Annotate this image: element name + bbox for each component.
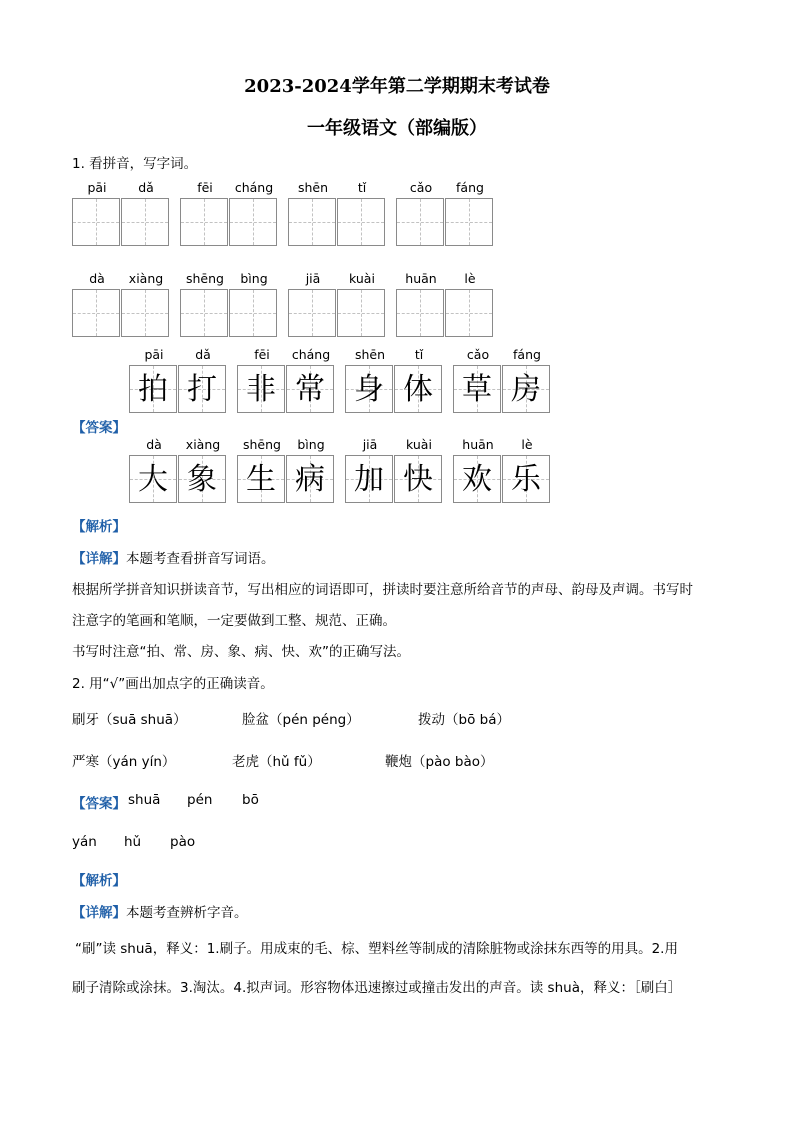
- pinyin-label: dà: [146, 437, 162, 452]
- pinyin-label: kuài: [349, 271, 375, 286]
- pinyin-label: cháng: [291, 347, 331, 362]
- tianzige-box[interactable]: [229, 198, 277, 246]
- tianzige-box[interactable]: [72, 198, 120, 246]
- q2-answer: shuā: [128, 792, 161, 808]
- pinyin-label: shēn: [354, 347, 386, 362]
- tianzige-box[interactable]: [337, 198, 385, 246]
- pinyin-label: cháng: [234, 180, 274, 195]
- pinyin-label: jiā: [305, 271, 321, 286]
- q1-prompt: 1. 看拼音，写字词。: [72, 156, 198, 172]
- answer-character: 常: [295, 372, 325, 407]
- q2-answer: hǔ: [124, 834, 142, 850]
- pinyin-label: dǎ: [138, 180, 154, 195]
- q2-detail-label: 【详解】: [72, 905, 126, 921]
- q1-detail-text: 本题考查看拼音写词语。: [126, 551, 275, 567]
- q1-para1: 根据所学拼音知识拼读音节，写出相应的词语即可，拼读时要注意所给音节的声母、韵母及声调。书写时: [72, 582, 693, 598]
- q1-detail: [72, 547, 275, 567]
- q1-detail-label: 【详解】: [72, 551, 126, 567]
- q2-option: 鞭炮（pào bào）: [385, 754, 494, 770]
- q2-option: 脸盆（pén péng）: [242, 712, 360, 728]
- tianzige-box: [237, 365, 285, 413]
- q1-para2: 注意字的笔画和笔顺，一定要做到工整、规范、正确。: [72, 613, 396, 629]
- answer-character: 拍: [138, 372, 168, 407]
- q2-option: 严寒（yán yín）: [72, 754, 176, 770]
- pinyin-label: cǎo: [466, 347, 490, 362]
- q2-detail-text: 本题考查辨析字音。: [126, 905, 248, 921]
- pinyin-label: huān: [462, 437, 494, 452]
- answer-character: 欢: [462, 462, 492, 497]
- answer-character: 象: [187, 462, 217, 497]
- q2-answer: pào: [170, 834, 196, 850]
- pinyin-label: pāi: [87, 180, 107, 195]
- answer-character: 草: [462, 372, 492, 407]
- tianzige-box[interactable]: [337, 289, 385, 337]
- pinyin-label: fēi: [254, 347, 270, 362]
- tianzige-box[interactable]: [445, 198, 493, 246]
- tianzige-box[interactable]: [396, 198, 444, 246]
- tianzige-box: [129, 455, 177, 503]
- answer-character: 生: [246, 462, 276, 497]
- pinyin-label: fáng: [513, 347, 541, 362]
- pinyin-label: shēng: [186, 271, 224, 286]
- q2-detail: [72, 901, 248, 921]
- answer-character: 加: [354, 462, 384, 497]
- tianzige-box: [394, 455, 442, 503]
- tianzige-box: [178, 365, 226, 413]
- tianzige-box: [286, 365, 334, 413]
- tianzige-box: [394, 365, 442, 413]
- pinyin-label: shēng: [243, 437, 281, 452]
- tianzige-box[interactable]: [121, 289, 169, 337]
- pinyin-label: shēn: [297, 180, 329, 195]
- exam-subtitle: 一年级语文（部编版）: [307, 118, 487, 139]
- q2-answer-label: 【答案】: [72, 796, 126, 812]
- tianzige-box[interactable]: [229, 289, 277, 337]
- q2-answer: pén: [187, 792, 213, 808]
- tianzige-box[interactable]: [180, 289, 228, 337]
- tianzige-box[interactable]: [396, 289, 444, 337]
- q2-prompt: 2. 用“√”画出加点字的正确读音。: [72, 676, 274, 692]
- answer-character: 快: [403, 462, 433, 497]
- q2-answer: bō: [242, 792, 259, 808]
- q2-para2: 刷子清除或涂抹。3.淘汰。4.拟声词。形容物体迅速擦过或撞击发出的声音。读 shuà，释义：［刷白］: [72, 980, 682, 996]
- pinyin-label: lè: [521, 437, 533, 452]
- exam-title: 2023-2024学年第二学期期末考试卷: [244, 76, 550, 97]
- answer-character: 病: [295, 462, 325, 497]
- pinyin-label: fáng: [456, 180, 484, 195]
- pinyin-label: bìng: [297, 437, 325, 452]
- answer-character: 打: [187, 372, 217, 407]
- tianzige-box: [178, 455, 226, 503]
- tianzige-box[interactable]: [288, 198, 336, 246]
- pinyin-label: tǐ: [414, 347, 424, 362]
- tianzige-box[interactable]: [445, 289, 493, 337]
- tianzige-box: [345, 455, 393, 503]
- q2-option: 老虎（hǔ fǔ）: [232, 754, 321, 770]
- pinyin-label: fēi: [197, 180, 213, 195]
- pinyin-label: xiàng: [185, 437, 221, 452]
- answer-character: 非: [246, 372, 276, 407]
- pinyin-label: cǎo: [409, 180, 433, 195]
- q2-option: 刷牙（suā shuā）: [72, 712, 187, 728]
- q1-answer-label: 【答案】: [72, 420, 126, 436]
- q2-analysis-label: 【解析】: [72, 873, 126, 889]
- q2-answer: yán: [72, 834, 97, 850]
- tianzige-box: [453, 365, 501, 413]
- tianzige-box[interactable]: [121, 198, 169, 246]
- q2-para1: “刷”读 shuā，释义：1.刷子。用成束的毛、棕、塑料丝等制成的清除脏物或涂抹东西等的用具。2.用: [75, 941, 678, 957]
- pinyin-label: huān: [405, 271, 437, 286]
- q2-option: 拨动（bō bá）: [418, 712, 510, 728]
- answer-character: 大: [138, 462, 168, 497]
- pinyin-label: dà: [89, 271, 105, 286]
- tianzige-box[interactable]: [72, 289, 120, 337]
- tianzige-box: [129, 365, 177, 413]
- tianzige-box: [237, 455, 285, 503]
- pinyin-label: lè: [464, 271, 476, 286]
- tianzige-box: [345, 365, 393, 413]
- pinyin-label: dǎ: [195, 347, 211, 362]
- pinyin-label: bìng: [240, 271, 268, 286]
- answer-character: 房: [511, 372, 541, 407]
- pinyin-label: jiā: [362, 437, 378, 452]
- q1-analysis-label: 【解析】: [72, 519, 126, 535]
- answer-character: 体: [403, 372, 433, 407]
- pinyin-label: xiàng: [128, 271, 164, 286]
- answer-character: 乐: [511, 462, 541, 497]
- pinyin-label: pāi: [144, 347, 164, 362]
- pinyin-label: tǐ: [357, 180, 367, 195]
- pinyin-label: kuài: [406, 437, 432, 452]
- tianzige-box: [453, 455, 501, 503]
- tianzige-box: [502, 455, 550, 503]
- answer-character: 身: [354, 372, 384, 407]
- q1-para3: 书写时注意“拍、常、房、象、病、快、欢”的正确写法。: [72, 644, 410, 660]
- tianzige-box[interactable]: [288, 289, 336, 337]
- tianzige-box: [286, 455, 334, 503]
- tianzige-box[interactable]: [180, 198, 228, 246]
- tianzige-box: [502, 365, 550, 413]
